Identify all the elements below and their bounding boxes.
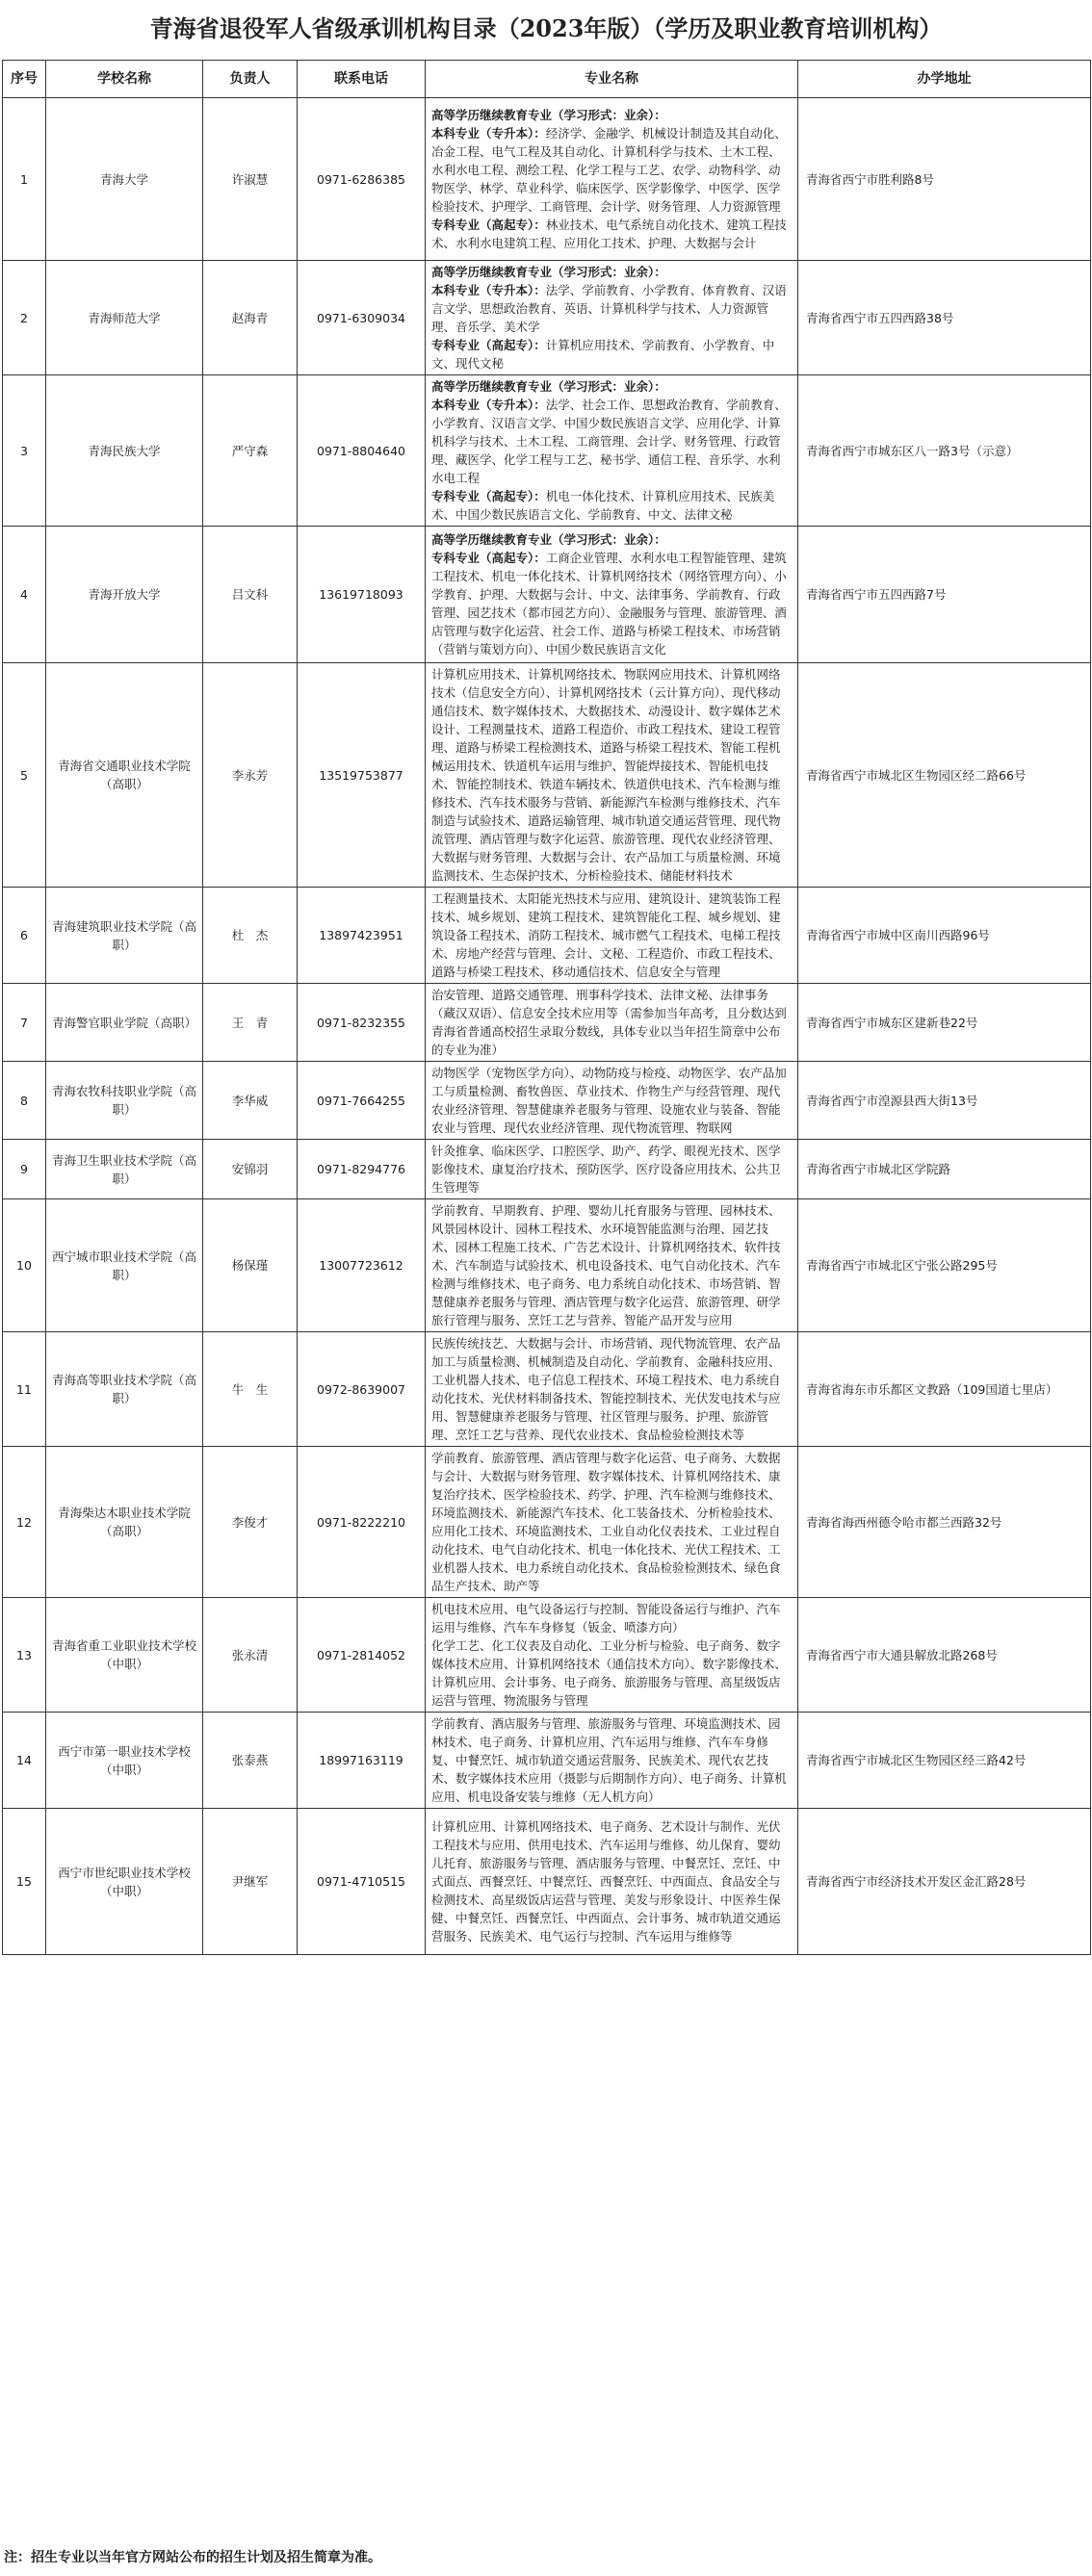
school-address: 青海省西宁市城东区八一路3号（示意） (798, 375, 1091, 527)
major-list (426, 1199, 798, 1332)
school-address: 青海省西宁市经济技术开发区金汇路28号 (798, 1809, 1091, 1955)
row-no: 12 (3, 1447, 46, 1598)
school-name: 青海柴达木职业技术学院（高职） (46, 1447, 203, 1598)
phone-number: 18997163119 (298, 1713, 426, 1809)
major-list (426, 1140, 798, 1199)
major-paragraph: 高等学历继续教育专业（学习形式：业余）： (431, 379, 666, 394)
row-no: 7 (3, 984, 46, 1062)
phone-number: 13519753877 (298, 663, 426, 888)
head-name: 王 青 (203, 984, 298, 1062)
school-address: 青海省西宁市五四西路38号 (798, 261, 1091, 375)
row-no: 4 (3, 527, 46, 663)
head-name: 杜 杰 (203, 888, 298, 984)
phone-number: 0971-6309034 (298, 261, 426, 375)
header-school: 学校名称 (46, 61, 203, 98)
major-paragraph: 民族传统技艺、大数据与会计、市场营销、现代物流管理、农产品加工与质量检测、机械制造及自动化、学前教育、金融科技应用、工业机器人技术、电子信息工程技术、环境工程技术、电力系统自动化技术、光伏材料制备技术、智能控制技术、光伏发电技术与应用、智慧健康养老服务与管理、社区管理与服务、护理、旅游管理、烹饪工艺与营养、现代农业技术、食品检验检测技术等 (431, 1336, 781, 1442)
school-address: 青海省西宁市城中区南川西路96号 (798, 888, 1091, 984)
school-address: 青海省西宁市胜利路8号 (798, 98, 1091, 261)
phone-number: 0971-2814052 (298, 1598, 426, 1713)
school-name: 青海建筑职业技术学院（高职） (46, 888, 203, 984)
school-name: 青海警官职业学院（高职） (46, 984, 203, 1062)
school-name: 青海农牧科技职业学院（高职） (46, 1062, 203, 1140)
head-name: 安锦羽 (203, 1140, 298, 1199)
school-address: 青海省西宁市城东区建新巷22号 (798, 984, 1091, 1062)
major-items: 法学、社会工作、思想政治教育、学前教育、小学教育、汉语言文学、中国少数民族语言文学、应用化学、计算机科学与技术、土木工程、工商管理、会计学、财务管理、行政管理、藏医学、化学工程与工艺、秘书学、通信工程、音乐学、水利水电工程 (431, 398, 787, 485)
row-no: 9 (3, 1140, 46, 1199)
school-name: 青海高等职业技术学院（高职） (46, 1332, 203, 1447)
school-name: 青海卫生职业技术学院（高职） (46, 1140, 203, 1199)
major-paragraph: 高等学历继续教育专业（学习形式：业余）： (431, 532, 666, 547)
major-paragraph (431, 396, 792, 487)
school-address: 青海省西宁市湟源县西大街13号 (798, 1062, 1091, 1140)
major-paragraph: 学前教育、旅游管理、酒店管理与数字化运营、电子商务、大数据与会计、大数据与财务管理、数字媒体技术、计算机网络技术、康复治疗技术、医学检验技术、药学、护理、汽车检测与维修技术、环境监测技术、新能源汽车技术、化工装备技术、分析检验技术、应用化工技术、环境监测技术、工业自动化仪表技术、工业过程自动化技术、电气自动化技术、机电一体化技术、光伏工程技术、工业机器人技术、电力系统自动化技术、食品检验检测技术、绿色食品生产技术、助产等 (431, 1451, 781, 1593)
header-address: 办学地址 (798, 61, 1091, 98)
major-list (426, 1809, 798, 1955)
head-name: 尹继军 (203, 1809, 298, 1955)
head-name: 李华威 (203, 1062, 298, 1140)
table-row (3, 1140, 1091, 1199)
major-list (426, 527, 798, 663)
phone-number: 0971-6286385 (298, 98, 426, 261)
major-paragraph: 治安管理、道路交通管理、刑事科学技术、法律文秘、法律事务（藏汉双语）、信息安全技术应用等（需参加当年高考，且分数达到青海省普通高校招生录取分数线，具体专业以当年招生简章中公布的专业为准） (431, 988, 787, 1057)
major-paragraph: 计算机应用、计算机网络技术、电子商务、艺术设计与制作、光伏工程技术与应用、供用电技术、汽车运用与维修、幼儿保育、婴幼儿托育、旅游服务与管理、酒店服务与管理、中餐烹饪、烹饪、中式面点、西餐烹饪、中餐烹饪、西餐烹饪、中西面点、食品安全与检测技术、高星级饭店运营与管理、美发与形象设计、中医养生保健、中餐烹饪、西餐烹饪、中西面点、会计事务、城市轨道交通运营服务、民族美术、电气运行与控制、汽车运用与维修等 (431, 1819, 781, 1944)
table-row (3, 1199, 1091, 1332)
school-name: 青海师范大学 (46, 261, 203, 375)
row-no: 2 (3, 261, 46, 375)
row-no: 11 (3, 1332, 46, 1447)
major-list (426, 1713, 798, 1809)
school-name: 西宁市世纪职业技术学校（中职） (46, 1809, 203, 1955)
school-name: 青海省重工业职业技术学校（中职） (46, 1598, 203, 1713)
major-category-label: 专科专业（高起专）： (431, 218, 546, 232)
row-no: 14 (3, 1713, 46, 1809)
row-no: 13 (3, 1598, 46, 1713)
major-paragraph: 动物医学（宠物医学方向）、动物防疫与检疫、动物医学、农产品加工与质量检测、畜牧兽医、草业技术、作物生产与经营管理、现代农业经济管理、智慧健康养老服务与管理、设施农业与装备、智能农业与管理、现代农业经济管理、现代物流管理、物联网 (431, 1066, 787, 1135)
school-address: 青海省西宁市城北区学院路 (798, 1140, 1091, 1199)
major-paragraph (431, 487, 792, 524)
school-address: 青海省西宁市城北区宁张公路295号 (798, 1199, 1091, 1332)
school-address: 青海省西宁市五四西路7号 (798, 527, 1091, 663)
header-phone: 联系电话 (298, 61, 426, 98)
table-row (3, 1713, 1091, 1809)
school-address: 青海省西宁市城北区生物园区经三路42号 (798, 1713, 1091, 1809)
school-name: 西宁市第一职业技术学校（中职） (46, 1713, 203, 1809)
major-paragraph: 针灸推拿、临床医学、口腔医学、助产、药学、眼视光技术、医学影像技术、康复治疗技术、预防医学、医疗设备应用技术、公共卫生管理等 (431, 1144, 781, 1195)
major-items: 法学、学前教育、小学教育、体育教育、汉语言文学、思想政治教育、英语、计算机科学与技术、人力资源管理、音乐学、美术学 (431, 283, 787, 334)
major-list (426, 98, 798, 261)
school-name: 西宁城市职业技术学院（高职） (46, 1199, 203, 1332)
row-no: 5 (3, 663, 46, 888)
row-no: 8 (3, 1062, 46, 1140)
table-header-row (3, 61, 1091, 98)
head-name: 吕文科 (203, 527, 298, 663)
row-no: 3 (3, 375, 46, 527)
major-list (426, 1062, 798, 1140)
major-paragraph: 计算机应用技术、计算机网络技术、物联网应用技术、计算机网络技术（信息安全方向）、计算机网络技术（云计算方向）、现代移动通信技术、数字媒体技术、大数据技术、动漫设计、数字媒体艺术设计、工程测量技术、道路工程造价、市政工程技术、建设工程管理、道路与桥梁工程检测技术、道路与桥梁工程技术、智能工程机械运用技术、铁道机车运用与维护、智能焊接技术、智能机电技术、智能控制技术、铁道车辆技术、铁道供电技术、汽车检测与维修技术、汽车技术服务与营销、新能源汽车检测与维修技术、汽车制造与试验技术、道路运输管理、城市轨道交通运营管理、现代物流管理、酒店管理与数字化运营、旅游管理、现代农业经济管理、大数据与财务管理、大数据与会计、农产品加工与质量检测、环境监测技术、生态保护技术、分析检验技术、储能材料技术 (431, 667, 781, 883)
major-paragraph (431, 281, 792, 336)
major-list (426, 888, 798, 984)
row-no: 15 (3, 1809, 46, 1955)
major-items: 工商企业管理、水利水电工程智能管理、建筑工程技术、机电一体化技术、计算机网络技术（网络管理方向）、小学教育、护理、大数据与会计、中文、法律事务、学前教育、行政管理、园艺技术（都市园艺方向）、金融服务与管理、旅游管理、酒店管理与数字化运营、社会工作、道路与桥梁工程技术、市场营销（营销与策划方向）、中国少数民族语言文化 (431, 551, 787, 657)
major-paragraph (431, 336, 792, 373)
major-list (426, 663, 798, 888)
major-paragraph: 高等学历继续教育专业（学习形式：业余）： (431, 108, 666, 122)
table-row (3, 1809, 1091, 1955)
major-list (426, 1447, 798, 1598)
row-no: 1 (3, 98, 46, 261)
major-category-label: 专科专业（高起专）： (431, 338, 546, 352)
major-items: 机电一体化技术、计算机应用技术、民族美术、中国少数民族语言文化、学前教育、中文、法律文秘 (431, 489, 775, 522)
school-address: 青海省海西州德令哈市都兰西路32号 (798, 1447, 1091, 1598)
footnote: 注：招生专业以当年官方网站公布的招生计划及招生简章为准。 (4, 2550, 381, 2565)
page-title: 青海省退役军人省级承训机构目录（2023年版）（学历及职业教育培训机构） (149, 14, 943, 42)
header-no: 序号 (3, 61, 46, 98)
major-list (426, 261, 798, 375)
major-paragraph: 机电技术应用、电气设备运行与控制、智能设备运行与维护、汽车运用与维修、汽车车身修复（钣金、喷漆方向） (431, 1602, 781, 1635)
phone-number: 13897423951 (298, 888, 426, 984)
major-paragraph (431, 549, 792, 658)
phone-number: 0971-8222210 (298, 1447, 426, 1598)
table-row (3, 261, 1091, 375)
phone-number: 0971-8232355 (298, 984, 426, 1062)
table-row (3, 984, 1091, 1062)
header-head: 负责人 (203, 61, 298, 98)
major-items: 林业技术、电气系统自动化技术、建筑工程技术、水利水电建筑工程、应用化工技术、护理、大数据与会计 (431, 218, 787, 250)
school-address: 青海省西宁市城北区生物园区经二路66号 (798, 663, 1091, 888)
major-items: 计算机应用技术、学前教育、小学教育、中文、现代文秘 (431, 338, 775, 371)
major-paragraph: 化学工艺、化工仪表及自动化、工业分析与检验、电子商务、数字媒体技术应用、计算机网络技术（通信技术方向）、数字影像技术、计算机应用、会计事务、电子商务、旅游服务与管理、高星级饭店运营与管理、物流服务与管理 (431, 1638, 787, 1708)
major-items: 经济学、金融学、机械设计制造及其自动化、冶金工程、电气工程及其自动化、计算机科学与技术、土木工程、水利水电工程、测绘工程、化学工程与工艺、农学、动物科学、动物医学、林学、草业科学、临床医学、医学影像学、中医学、医学检验技术、护理学、工商管理、会计学、财务管理、人力资源管理 (431, 126, 787, 214)
head-name: 杨保瑾 (203, 1199, 298, 1332)
major-category-label: 专科专业（高起专）： (431, 551, 546, 565)
row-no: 10 (3, 1199, 46, 1332)
table-row (3, 98, 1091, 261)
head-name: 张永清 (203, 1598, 298, 1713)
major-category-label: 本科专业（专升本）： (431, 283, 546, 297)
major-list (426, 375, 798, 527)
major-paragraph: 学前教育、酒店服务与管理、旅游服务与管理、环境监测技术、园林技术、电子商务、计算机应用、汽车运用与维修、汽车车身修复、中餐烹饪、城市轨道交通运营服务、民族美术、现代农艺技术、数字媒体技术应用（摄影与后期制作方向）、电子商务、计算机应用、机电设备安装与维修（无人机方向） (431, 1716, 787, 1804)
phone-number: 0972-8639007 (298, 1332, 426, 1447)
major-paragraph: 工程测量技术、太阳能光热技术与应用、建筑设计、建筑装饰工程技术、城乡规划、建筑工程技术、建筑智能化工程、城乡规划、建筑设备工程技术、消防工程技术、城市燃气工程技术、电梯工程技术、房地产经营与管理、会计、文秘、工程造价、市政工程技术、道路与桥梁工程技术、移动通信技术、信息安全与管理 (431, 891, 781, 979)
school-name: 青海开放大学 (46, 527, 203, 663)
phone-number: 13007723612 (298, 1199, 426, 1332)
table-row (3, 663, 1091, 888)
major-category-label: 专科专业（高起专）： (431, 489, 546, 503)
phone-number: 0971-7664255 (298, 1062, 426, 1140)
school-name: 青海省交通职业技术学院（高职） (46, 663, 203, 888)
table-row (3, 375, 1091, 527)
major-category-label: 本科专业（专升本）： (431, 126, 546, 141)
table-row (3, 527, 1091, 663)
phone-number: 0971-4710515 (298, 1809, 426, 1955)
head-name: 许淑慧 (203, 98, 298, 261)
table-row (3, 1062, 1091, 1140)
head-name: 牛 生 (203, 1332, 298, 1447)
table-row (3, 1332, 1091, 1447)
head-name: 张泰燕 (203, 1713, 298, 1809)
school-name: 青海大学 (46, 98, 203, 261)
head-name: 李永芳 (203, 663, 298, 888)
table-row (3, 1598, 1091, 1713)
table-row (3, 1447, 1091, 1598)
head-name: 严守森 (203, 375, 298, 527)
major-paragraph: 学前教育、早期教育、护理、婴幼儿托育服务与管理、园林技术、风景园林设计、园林工程技术、水环境智能监测与治理、园艺技术、园林工程施工技术、广告艺术设计、计算机网络技术、软件技术、汽车制造与试验技术、机电设备技术、电气自动化技术、汽车检测与维修技术、电子商务、电力系统自动化技术、市场营销、智慧健康养老服务与管理、酒店管理与数字化运营、旅游管理、研学旅行管理与服务、烹饪工艺与营养、智能产品开发与应用 (431, 1203, 781, 1327)
header-major: 专业名称 (426, 61, 798, 98)
institution-table (2, 60, 1091, 1955)
major-list (426, 1598, 798, 1713)
head-name: 赵海青 (203, 261, 298, 375)
row-no: 6 (3, 888, 46, 984)
school-name: 青海民族大学 (46, 375, 203, 527)
school-address: 青海省海东市乐都区文教路（109国道七里店） (798, 1332, 1091, 1447)
school-address: 青海省西宁市大通县解放北路268号 (798, 1598, 1091, 1713)
table-row (3, 888, 1091, 984)
phone-number: 13619718093 (298, 527, 426, 663)
phone-number: 0971-8294776 (298, 1140, 426, 1199)
major-paragraph (431, 124, 792, 216)
phone-number: 0971-8804640 (298, 375, 426, 527)
major-paragraph: 高等学历继续教育专业（学习形式：业余）： (431, 265, 666, 279)
major-paragraph (431, 216, 792, 252)
major-list (426, 984, 798, 1062)
head-name: 李俊才 (203, 1447, 298, 1598)
major-list (426, 1332, 798, 1447)
major-category-label: 本科专业（专升本）： (431, 398, 546, 412)
